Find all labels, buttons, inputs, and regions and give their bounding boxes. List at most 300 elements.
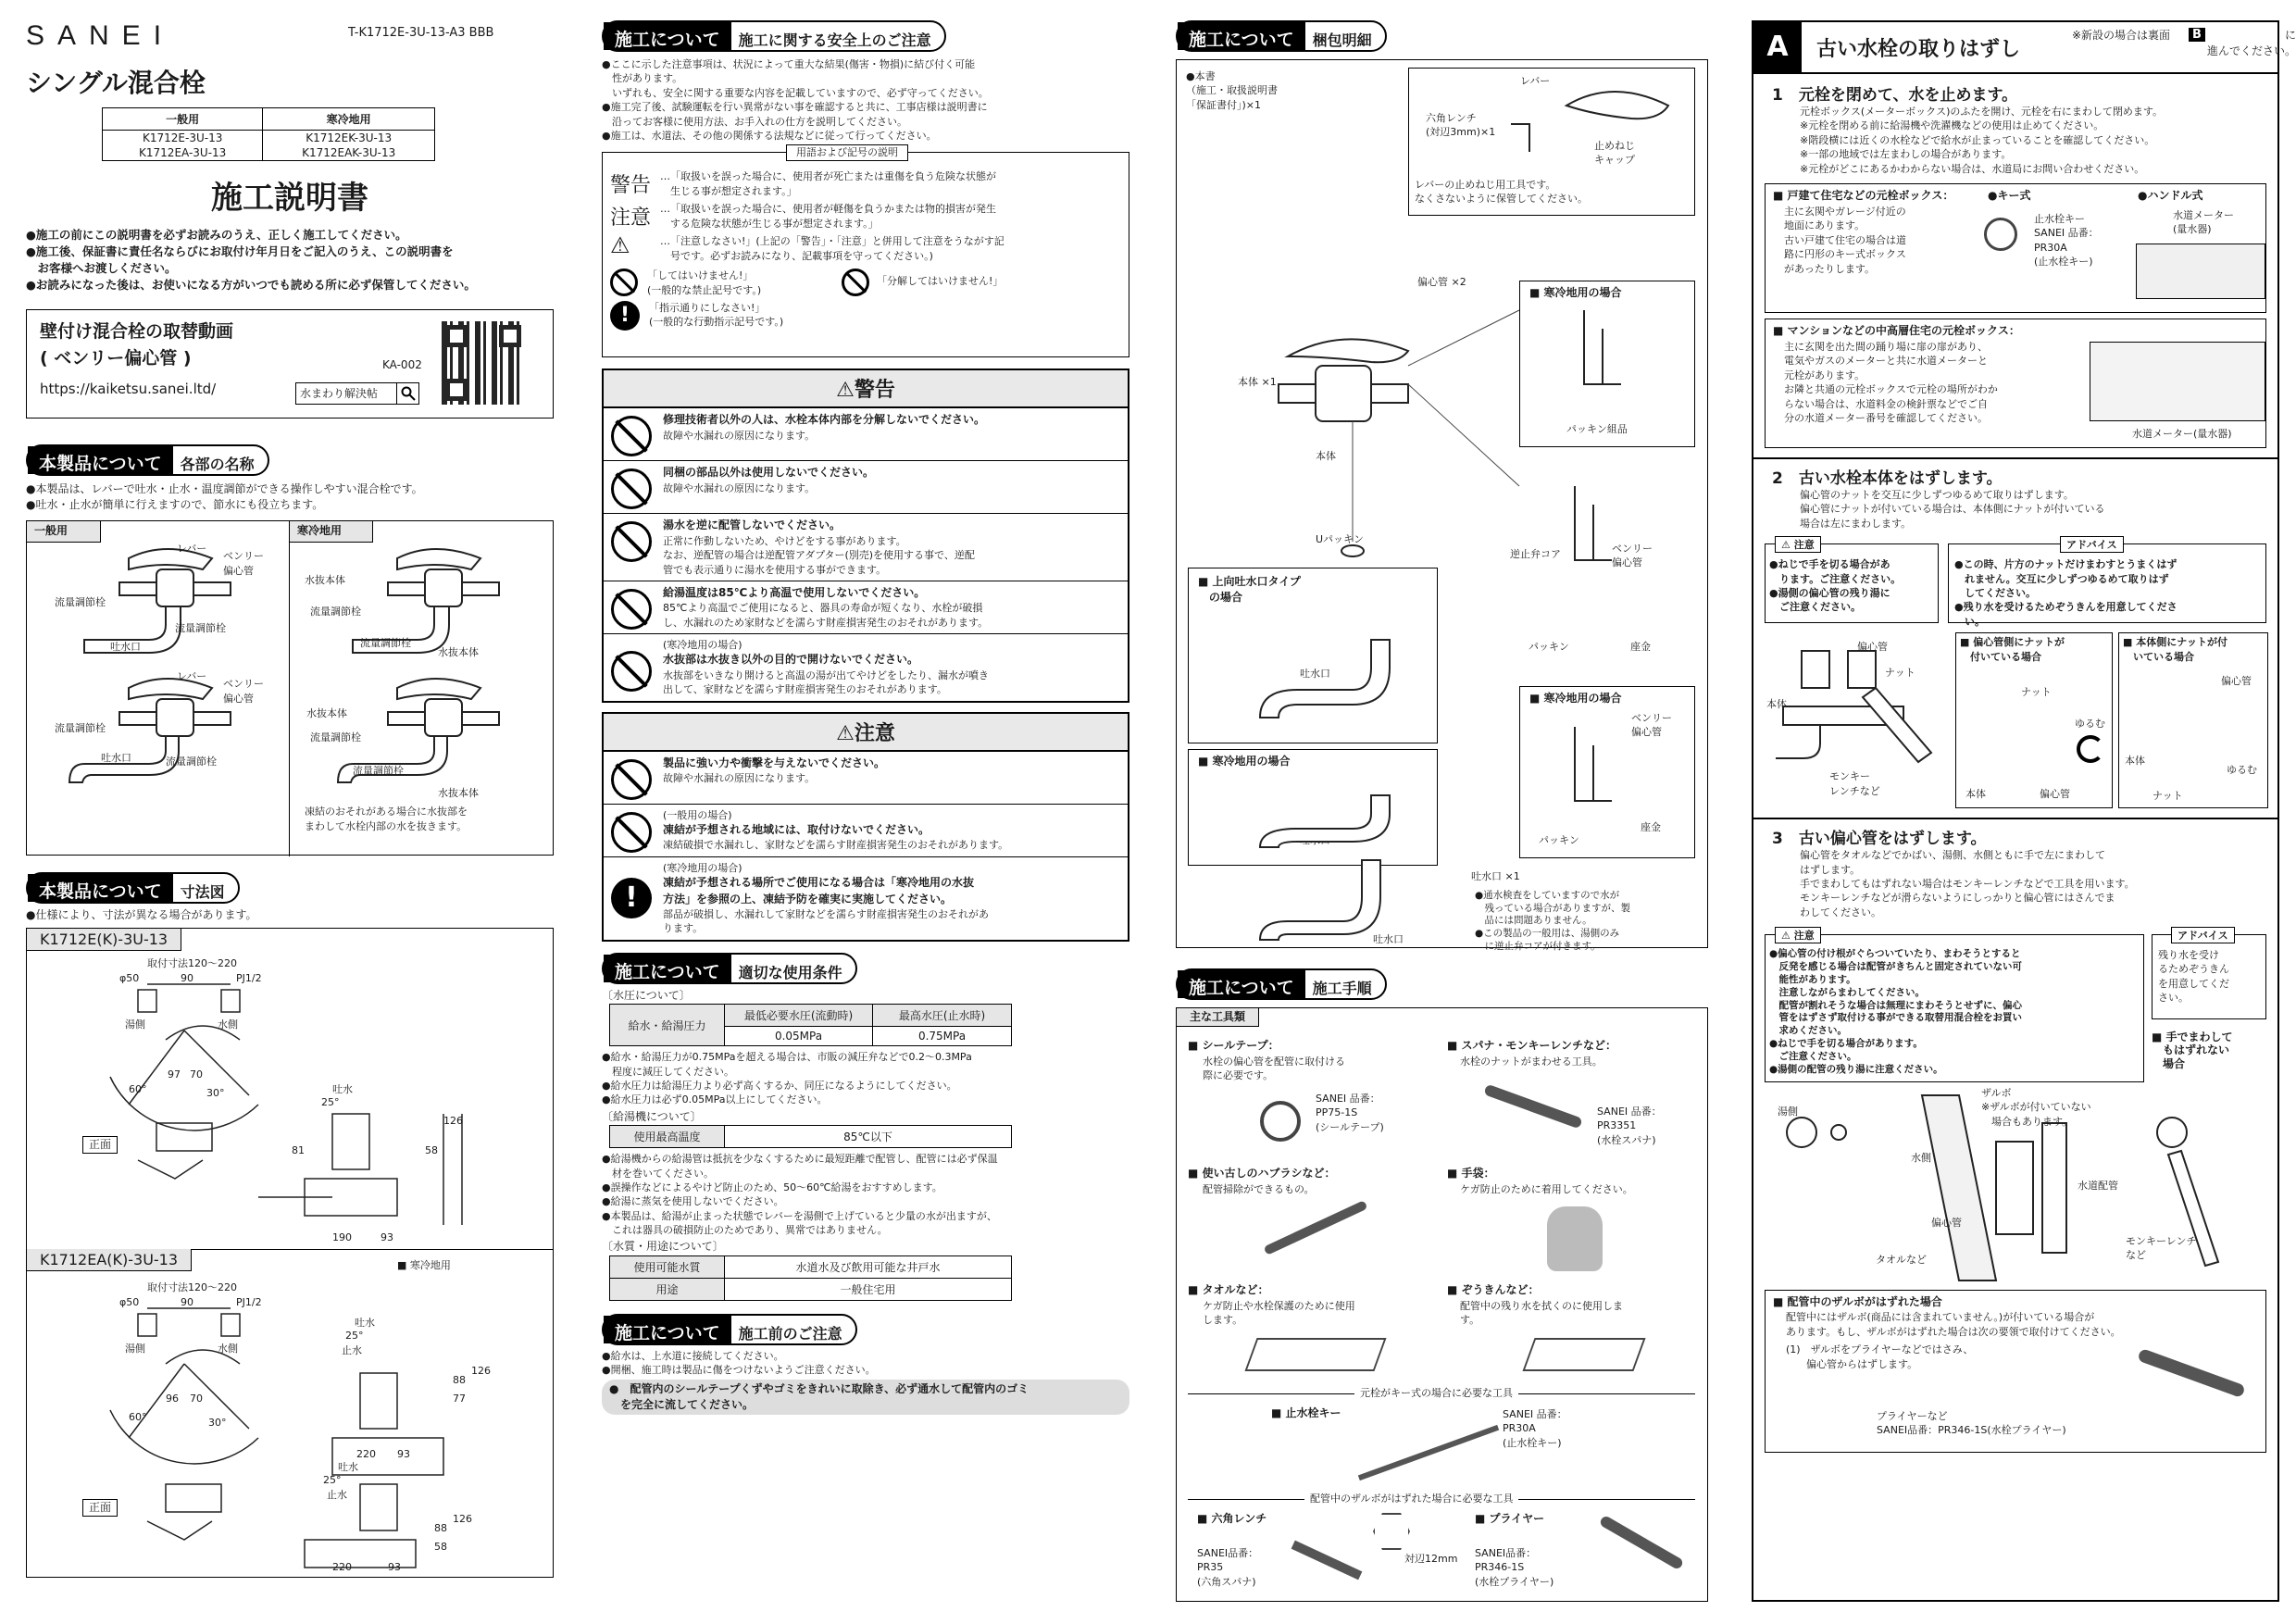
- parts-diagram: [26, 520, 554, 856]
- warning-item: [604, 581, 1128, 634]
- dim-label: 70: [190, 1068, 203, 1081]
- warning-heading: 湯水を逆に配管しないでください。: [663, 518, 842, 532]
- tool-name: ■ ぞうきんなど：: [1447, 1283, 1540, 1296]
- ecc-nut-box: [1955, 632, 2113, 808]
- callout-towel: タオルなど: [1876, 1254, 1927, 1267]
- callout-nut: ナット: [1885, 667, 1915, 680]
- dim-label: 77: [453, 1392, 466, 1405]
- ecc-nut-title: ■ 偏心管側にナットが 付いている場合: [1960, 636, 2065, 663]
- tool-desc: ケガ防止や水栓保護のために使用 します。: [1203, 1300, 1355, 1327]
- callout-eccentric: 偏心管: [1857, 641, 1888, 654]
- section-a-header: [1753, 22, 2296, 74]
- dim-label: 88: [453, 1373, 466, 1386]
- meter-cabinet-icon: [2090, 342, 2265, 421]
- step-2-title: 2 古い水栓本体をはずします。: [1772, 468, 2003, 488]
- callout-spout: 吐水口: [101, 752, 131, 765]
- callout-spout: 吐水口: [110, 641, 141, 654]
- caution-heading: 凍結が予想される場所でご使用になる場合は「寒冷地用の水抜 方法」を参照の上、凍結予防を確実に実施してください。: [663, 876, 975, 906]
- caution-box-2: [1765, 539, 1939, 623]
- subhead: 〔給湯機について〕: [602, 1109, 702, 1123]
- text-line: ●吐水・止水が簡単に行えますので、節水にも役立ちます。: [26, 497, 324, 511]
- section-title: 施工に関する安全上のご注意: [738, 31, 931, 49]
- caution-box-3: [1765, 930, 2144, 1082]
- packing-diagram: [1176, 59, 1708, 952]
- column-4: [1752, 20, 2296, 1602]
- toothbrush-icon: [1264, 1200, 1368, 1255]
- no-disassemble-desc: 「分解してはいけません!」: [877, 275, 1004, 288]
- text-line: ●開梱、施工時は製品に傷をつけないようご注意ください。: [602, 1364, 876, 1377]
- callout-stopscrew: 止めねじ キャップ: [1594, 140, 1635, 167]
- warning-pre: (寒冷地用の場合): [663, 639, 742, 652]
- section-a-note2: に 進んでください。: [2207, 29, 2296, 58]
- dim-label: 126: [443, 1114, 463, 1127]
- pressure-head: 最低必要水圧(流動時): [725, 1005, 873, 1027]
- doc-code: T-K1712E-3U-13-A3 BBB: [348, 26, 494, 40]
- dim-label: 126: [471, 1364, 491, 1377]
- dim-label: 60°: [129, 1082, 147, 1095]
- text-line: ●誤操作などによるやけど防止のため、50～60℃給湯をおすすめします。: [602, 1181, 942, 1193]
- general-label: 一般用: [27, 521, 101, 542]
- dim-label: 90: [181, 1295, 193, 1308]
- callout-drain: 水抜本体: [306, 707, 347, 720]
- callout-flow: 流量調節栓: [310, 606, 361, 618]
- warning-item: [604, 634, 1128, 701]
- dim-label: 81: [292, 1143, 305, 1156]
- search-icon: [396, 383, 418, 404]
- caution-tag-label: 注意: [1793, 930, 1815, 943]
- caution-heading: 凍結が予想される地域には、取付けないでください。: [663, 823, 930, 837]
- triangle-warning-icon: ⚠: [610, 232, 630, 259]
- dim-label: 30°: [208, 1416, 227, 1429]
- cold-label: 寒冷地用: [290, 521, 373, 542]
- meter-label: 水道メーター(量水器): [2132, 427, 2232, 440]
- step-1-title: 1 元栓を閉めて、水を止めます。: [1772, 86, 2018, 105]
- callout-benri: ベンリー 偏心管: [223, 678, 264, 705]
- key-box-icon: [1984, 218, 2017, 251]
- section-title: 適切な使用条件: [738, 963, 842, 981]
- cold-case-label: ■ 寒冷地用の場合: [1198, 755, 1291, 768]
- prohibit-icon: [610, 269, 638, 296]
- callout-flow: 流量調節栓: [55, 596, 106, 609]
- dim-label: 25°: [323, 1473, 342, 1486]
- key-type: ●キー式: [1988, 188, 2031, 202]
- section-a-title: 古い水栓の取りはずし: [1816, 38, 2021, 61]
- dim-label: 220: [356, 1447, 376, 1460]
- pack-notes: ●通水検査をしていますので水が 残っている場合がありますが、製 品には問題ありません。 ●この製品の一般用は、湯側のみ に逆止弁コアが付きます。: [1475, 890, 1630, 952]
- intro-line: ●お読みになった後は、お使いになる方がいつでも読める所に必ず保管してください。: [26, 278, 476, 293]
- triangle-desc: …「注意しなさい!」(上記の「警告」・「注意」と併用して注意をうながす記 号です。必ずお読みになり、記載事項を守ってください。): [660, 235, 1004, 262]
- caution-heading: 製品に強い力や衝撃を与えないでください。: [663, 756, 886, 769]
- dim-label: PJ1/2: [236, 1295, 262, 1308]
- step-3-title: 3 古い偏心管をはずします。: [1772, 830, 1987, 849]
- model-header-general: 一般用: [103, 108, 263, 131]
- callout-monkey: モンキーレンチ など: [2126, 1235, 2197, 1262]
- dim-label: 190: [332, 1230, 352, 1243]
- subhead: 〔水圧について〕: [602, 988, 691, 1002]
- dims-diagram: [26, 928, 554, 1578]
- rotate-arrow-icon: [2077, 735, 2104, 763]
- advice-tag: アドバイス: [2060, 536, 2124, 553]
- heater-table: [609, 1125, 1012, 1148]
- zarubo-desc: 配管中にはザルボ(商品には含まれていません。)が付いている場合が あります。もし、ザルボがはずれた場合は次の要領で取付けてください。: [1786, 1311, 2121, 1338]
- advice-box-2: [1948, 539, 2266, 628]
- dim-label: 88: [434, 1521, 447, 1534]
- tool-name: ■ スパナ・モンキーレンチなど：: [1447, 1039, 1616, 1052]
- manual-title: 施工説明書: [211, 180, 368, 217]
- section-pack-header: [1176, 20, 1387, 52]
- text-line: いずれも、安全に関する重要な内容を記載していますので、必ず守ってください。: [602, 86, 989, 99]
- warning-word: 警告: [610, 174, 652, 198]
- front-label: 正面: [82, 1499, 118, 1517]
- cold-case-label: ■ 寒冷地用の場合: [1529, 692, 1622, 705]
- callout-nut: ナット: [2152, 790, 2183, 803]
- dim-label: 取付寸法120～220: [147, 956, 237, 969]
- callout-eccentric: 偏心管: [1931, 1217, 1962, 1230]
- section-a-note: ※新設の場合は裏面: [2072, 29, 2171, 42]
- no-disassemble-icon: [842, 269, 869, 296]
- dim-label: 58: [434, 1540, 447, 1553]
- callout-packing: パッキン: [1529, 641, 1569, 653]
- pressure-value: 0.05MPa: [725, 1027, 873, 1046]
- warning-item: [604, 514, 1128, 581]
- callout-packing-u: Uパッキン: [1316, 533, 1364, 545]
- section-b-ref: B: [2189, 28, 2205, 42]
- warning-box: [602, 369, 1129, 702]
- callout-drain: 水抜本体: [438, 646, 479, 659]
- dim-label: 58: [425, 1143, 438, 1156]
- prohibit-icon: [611, 468, 652, 509]
- parts-intro: [26, 481, 554, 514]
- dim-label: 25°: [345, 1329, 364, 1342]
- callout-loosen: ゆるむ: [2075, 718, 2105, 731]
- prohibit-icon: [611, 812, 652, 853]
- text-line: これは器具の破損防止のためであり、異常ではありません。: [602, 1224, 888, 1237]
- quality-value: 水道水及び飲用可能な井戸水: [725, 1255, 1012, 1278]
- model-table: [102, 107, 435, 161]
- search-label: 水まわり解決帖: [300, 387, 379, 400]
- mansion-box: [1765, 319, 2266, 448]
- dim-label: 25°: [321, 1095, 340, 1108]
- text-line: 材を巻いてください。: [602, 1167, 714, 1180]
- callout-body: 本体: [1766, 698, 1787, 711]
- text-line: 沿ってお客様に使用方法、お手入れの仕方を説明してください。: [602, 115, 907, 128]
- intro-text: [26, 227, 554, 294]
- mansion-title: ■ マンションなどの中高層住宅の元栓ボックス：: [1773, 323, 2020, 337]
- column-2: [602, 20, 1129, 1609]
- tool-name: ■ タオルなど：: [1188, 1283, 1269, 1296]
- handle-type: ●ハンドル式: [2138, 188, 2203, 202]
- section-dims-header: [26, 872, 240, 904]
- callout-eccentric: 偏心管: [2040, 788, 2070, 801]
- text-line: ●施工は、水道法、その他の関係する法規などに従って行ってください。: [602, 129, 937, 142]
- callout-benri: ベンリー 偏心管: [1631, 712, 1672, 739]
- tool-sku: SANEI 品番： PR3351 (水栓スパナ): [1597, 1106, 1662, 1146]
- text-line: ●給水は、上水道に接続してください。: [602, 1349, 784, 1362]
- dim-label: 止水: [327, 1488, 347, 1501]
- zarubo-tools-box: [1188, 1493, 1695, 1601]
- warning-title: 警告: [854, 379, 895, 403]
- text-line: ●ここに示した注意事項は、状況によって重大な結果(傷害・物損)に結び付く可能: [602, 58, 976, 70]
- model-cell: K1712E-3U-13: [103, 131, 263, 146]
- caution-triangle-icon: ⚠: [836, 721, 855, 745]
- text-line: ●本製品は、レバーで吐水・止水・温度調節ができる操作しやすい混合栓です。: [26, 481, 423, 495]
- section-label: 本製品について: [28, 446, 173, 474]
- dim-label: 90: [181, 971, 193, 984]
- text-line: ●給水・給湯圧力が0.75MPaを超える場合は、市販の減圧弁などで0.2～0.3MPa: [602, 1051, 972, 1064]
- callout-body: 本体: [1965, 788, 1986, 801]
- dim-label: φ50: [119, 1295, 140, 1308]
- section-label: 施工について: [1178, 22, 1305, 50]
- prohibit-icon: [611, 651, 652, 692]
- step-2-desc: 偏心管のナットを交互に少しずつゆるめて取りはずします。 偏心管にナットが付いている場合は、本体側にナットが付いている 場合は左にまわします。: [1800, 488, 2105, 530]
- section-conditions-header: [602, 953, 857, 984]
- dim-label: 湯側: [125, 1018, 145, 1031]
- tool-name: ■ プライヤー: [1475, 1512, 1545, 1525]
- callout-packing-set: パッキン組品: [1566, 423, 1628, 435]
- callout-body: 本体: [2125, 755, 2145, 768]
- tool-name: ■ シールテープ：: [1188, 1039, 1279, 1052]
- legend-title: 用語および記号の説明: [786, 144, 908, 160]
- product-title: シングル混合栓: [26, 68, 206, 98]
- caution-body: 部品が破損し、水漏れして家財などを濡らす財産損害発生のおそれがあ ります。: [663, 907, 989, 935]
- body-nut-title: ■ 本体側にナットが付 いている場合: [2123, 636, 2228, 663]
- lever-note: レバーの止めねじ用工具です。 なくさないように保管してください。: [1415, 179, 1588, 206]
- callout-drain: 水抜本体: [438, 787, 479, 800]
- dim-label: 60°: [129, 1410, 147, 1423]
- callout-drain: 水抜本体: [305, 574, 345, 587]
- callout-cold: 水側: [1911, 1152, 1931, 1165]
- section-title: 梱包明細: [1312, 31, 1372, 49]
- section-before-header: [602, 1314, 857, 1345]
- advice-tag: アドバイス: [2171, 927, 2235, 943]
- brand-logo: SANEI: [26, 20, 175, 51]
- must-do-desc: 「指示通りにしなさい!」 (一般的な行動指示記号です。): [649, 301, 784, 329]
- pack-book: ●本書 （施工・取扱説明書 「保証書付」)×1: [1186, 70, 1278, 111]
- hex-dim: 対辺12mm: [1404, 1553, 1458, 1565]
- meter-label: 水道メーター (量水器): [2173, 208, 2234, 236]
- dim-label: 70: [190, 1392, 203, 1405]
- key-icon: [1358, 1425, 1499, 1480]
- callout-nut: ナット: [2021, 686, 2052, 699]
- intro-line: お客様へお渡しください。: [26, 261, 177, 276]
- video-url[interactable]: https://kaiketsu.sanei.ltd/: [40, 380, 217, 397]
- dim-label: 吐水: [355, 1316, 375, 1329]
- dimension-drawing: [27, 929, 553, 1579]
- text-line: ●本製品は、給湯が止まった状態でレバーを湯側で上げていると少量の水が出ますが、: [602, 1209, 997, 1222]
- tools-box: [1176, 1007, 1708, 1602]
- video-subtitle: ( ベンリー偏心管 ): [40, 347, 192, 369]
- callout-flow: 流量調節栓: [55, 722, 106, 735]
- model-cell: K1712EA-3U-13: [103, 145, 263, 161]
- section-title: 施工前のご注意: [738, 1324, 842, 1343]
- dim-label: φ50: [119, 971, 140, 984]
- hand-note: ■ 手でまわして もはずれない 場合: [2152, 1031, 2233, 1070]
- dim-label: 126: [453, 1512, 472, 1525]
- faucet-body-illustration: [1177, 60, 1709, 949]
- caution-box: [602, 712, 1129, 942]
- caution-desc: …「取扱いを誤った場合に、使用者が軽傷を負うかまたは物的損害が発生 する危険な状態が生じる事が想定されます。」: [660, 203, 996, 230]
- callout-benri: ベンリー 偏心管: [1612, 543, 1653, 569]
- zarubo-box: [1765, 1290, 2266, 1453]
- callout-eccentric: 偏心管 ×2: [1417, 276, 1466, 288]
- before-notes: [602, 1349, 1129, 1378]
- text-line: 程度に減圧してください。: [602, 1065, 734, 1078]
- mansion-desc: 主に玄関を出た間の踊り場に扉の扉があり、 電気やガスのメーターと共に水道メーターと 元栓があります。 お隣と共通の元栓ボックスで元栓の場所がわか らない場合は、水道料金の検針票などでご自 分の水道メーター番号を確認してください。: [1784, 340, 1998, 424]
- key-tools-box: [1188, 1387, 1695, 1490]
- warning-body: 水抜部をいきなり開けると高温の湯が出てやけどをしたり、漏水が噴き 出して、家財などを濡らす財産損害発生のおそれがあります。: [663, 668, 989, 696]
- callout-body: 本体 ×1: [1238, 376, 1277, 388]
- dim-label: 93: [397, 1447, 410, 1460]
- warning-heading: 同梱の部品以外は使用しないでください。: [663, 466, 875, 480]
- prohibit-icon: [611, 589, 652, 630]
- quality-label: 使用可能水質: [610, 1255, 725, 1278]
- dim-label: 湯側: [125, 1342, 145, 1355]
- heater-notes: [602, 1152, 1129, 1237]
- callout-body-label: 本体: [1316, 450, 1336, 462]
- drain-note: 凍結のおそれがある場合に水抜部を まわして水栓内部の水を抜きます。: [305, 806, 468, 832]
- tool-name: ■ 使い古しのハブラシなど：: [1188, 1167, 1336, 1180]
- callout-lever: レバー: [1520, 75, 1551, 87]
- seal-tape-icon: [1260, 1101, 1301, 1142]
- callout-spout-qty: 吐水口 ×1: [1471, 870, 1520, 882]
- rag-icon: [1522, 1338, 1645, 1371]
- dim-label: 止水: [342, 1343, 362, 1356]
- section-label: 施工について: [604, 22, 731, 50]
- column-3: [1176, 20, 1708, 1609]
- legend-box: [602, 146, 1129, 357]
- callout-eccentric: 偏心管: [2221, 675, 2252, 688]
- tool-name: ■ 止水栓キー: [1271, 1406, 1341, 1419]
- callout-spout: 吐水口: [1300, 668, 1330, 680]
- quality-value: 一般住宅用: [725, 1278, 1012, 1300]
- video-title: 壁付け混合栓の取替動画: [40, 320, 234, 342]
- text-line: ●給湯に蒸気を使用しないでください。: [602, 1195, 784, 1208]
- zarubo-title: ■ 配管中のザルボがはずれた場合: [1773, 1295, 1942, 1309]
- caution-body: 故障や水漏れの原因になります。: [663, 772, 816, 785]
- video-box: [26, 309, 554, 418]
- callout-flow: 流量調節栓: [175, 622, 226, 635]
- house-desc: 主に玄関やガレージ付近の 地面にあります。 古い戸建て住宅の場合は道 路に円形のキー式ボックス があったりします。: [1784, 205, 1906, 275]
- tools-title: 主な工具類: [1177, 1008, 1259, 1027]
- caution-item: [604, 857, 1128, 940]
- caution-body: 凍結破損で水漏れし、家財などを濡らす財産損害発生のおそれがあります。: [663, 839, 1009, 852]
- callout-check: 逆止弁コア: [1510, 548, 1561, 560]
- caution-text: ●偏心管の付け根がぐらついていたり、まわそうとすると 反発を感じる場合は配管がきちんと固定されていない可 能性があります。 注意しながらまわしてください。 配管が割れそうな場合は無理にまわそうとせずに、偏心 管をはずさず取付ける事ができる取替用混合栓をお買い 求めください。 ●ねじで手を切る場合があります。 ご注意ください。 ●湯側の配管の残り湯に注意ください。: [1769, 948, 2022, 1075]
- body-nut-box: [2118, 632, 2268, 808]
- tool-desc: ケガ防止のために着用してください。: [1460, 1183, 1633, 1195]
- advice-box-3: [2152, 930, 2266, 1019]
- front-label: 正面: [82, 1136, 118, 1154]
- intro-line: ●施工後、保証書に責任名ならびにお取付け年月日をご記入のうえ、この説明書を: [26, 244, 454, 259]
- stopkey-label: 止水栓キー SANEI 品番： PR30A (止水栓キー): [2034, 212, 2099, 269]
- zarubo-sku: プライヤーなど SANEI品番：PR346-1S(水栓プライヤー): [1877, 1410, 2066, 1437]
- callout-seat: 座金: [1641, 821, 1661, 833]
- model-header-cold: 寒冷地用: [263, 108, 435, 131]
- cold-use-label: ■ 寒冷地用: [397, 1258, 451, 1271]
- text-line: ●給湯機からの給湯管は抵抗を少なくするために最短距離で配管し、配管には必ず保温: [602, 1153, 998, 1166]
- step-1-desc: 元栓ボックス(メーターボックス)のふたを開け、元栓を右にまわして閉めます。 ※元栓を閉める前に給湯機や洗濯機などの使用は止めてください。 ※階段横には近くの水栓などで給水が止まっていることを確認してください。 ※一部の地域では左まわしの場合があります。 ※元栓がどこにあるかわからない場合は、水道局にお問い合わせください。: [1800, 106, 2164, 175]
- callout-flow: 流量調節栓: [310, 731, 361, 744]
- must-do-icon: !: [611, 878, 652, 918]
- model-cell: K1712EAK-3U-13: [263, 145, 435, 161]
- warning-body: 故障や水漏れの原因になります。: [663, 481, 816, 494]
- dim-label: 取付寸法120～220: [147, 1280, 237, 1293]
- video-code: KA-002: [382, 357, 422, 371]
- no-disassemble-icon: [611, 416, 652, 456]
- zarubo-step: (1) ザルボをプライヤーなどではさみ、 偏心管からはずします。: [1786, 1343, 1974, 1370]
- warning-desc: …「取扱いを誤った場合に、使用者が死亡または重傷を負う危険な状態が 生じる事が想定されます。」: [660, 170, 996, 197]
- caution-item: [604, 752, 1128, 805]
- prohibit-icon: [611, 521, 652, 562]
- dim-label: 水側: [218, 1018, 238, 1031]
- heater-label: 使用最高温度: [610, 1126, 725, 1148]
- step-3-illustration: [1765, 1086, 2266, 1286]
- callout-loosen: ゆるむ: [2227, 764, 2257, 777]
- caution-pre: (寒冷地用の場合): [663, 861, 742, 874]
- zarubo-tools-title: 配管中のザルボがはずれた場合に必要な工具: [1304, 1492, 1518, 1505]
- model-label: K1712EA(K)-3U-13: [27, 1249, 192, 1271]
- text-line: ●施工完了後、試験運転を行い異常がない事を確認すると共に、工事店様は説明書に: [602, 101, 988, 114]
- dims-note: ●仕様により、寸法が異なる場合があります。: [26, 908, 257, 922]
- callout-flow: 流量調節栓: [360, 637, 411, 650]
- caution-tag: ⚠ 注意: [1775, 927, 1821, 943]
- advice-text: 残り水を受け るためぞうきん を用意してくだ さい。: [2158, 949, 2229, 1005]
- tool-name: ■ 手袋：: [1447, 1167, 1495, 1180]
- up-type-label: ■ 上向吐水口タイプ の場合: [1198, 575, 1301, 605]
- warning-item: [604, 461, 1128, 514]
- quality-label: 用途: [610, 1278, 725, 1300]
- tool-desc: 水栓のナットがまわせる工具。: [1460, 1056, 1603, 1068]
- house-title: ■ 戸建て住宅などの元栓ボックス：: [1773, 188, 1954, 202]
- caution-pre: (一般用の場合): [663, 808, 732, 821]
- subhead: 〔水質・用途について〕: [602, 1240, 724, 1254]
- step-2-illustration: [1765, 632, 2266, 808]
- model-label: K1712E(K)-3U-13: [27, 929, 181, 951]
- dim-label: 吐水: [332, 1082, 353, 1095]
- heater-value: 85℃以下: [725, 1126, 1012, 1148]
- warning-body: 85℃より高温でご使用になると、器具の寿命が短くなり、水栓が破損 し、水漏れのため家財などを濡らす財産損害発生のおそれがあります。: [663, 602, 989, 629]
- step-3-desc: 偏心管をタオルなどでかばい、湯側、水側ともに手で左にまわして はずします。 手でまわしてもはずれない場合はモンキーレンチなどで工具を用います。 モンキーレンチなどが滑らないようにしっかりと偏心管にはさんでま わしてください。: [1800, 849, 2135, 918]
- glove-icon: [1547, 1206, 1603, 1271]
- tool-sku: SANEI品番： PR346-1S (水栓プライヤー): [1475, 1547, 1554, 1588]
- tool-sku: SANEI 品番： PP75-1S (シールテープ): [1316, 1093, 1384, 1133]
- caution-title: 注意: [854, 721, 895, 745]
- warning-header: [604, 370, 1128, 408]
- dim-label: 220: [332, 1560, 352, 1573]
- dim-label: 97: [168, 1068, 181, 1081]
- spanner-icon: [1483, 1084, 1582, 1130]
- qr-code-icon[interactable]: [442, 321, 525, 405]
- quality-table: [609, 1255, 1012, 1301]
- section-proc-header: [1176, 968, 1387, 1000]
- dim-label: PJ1/2: [236, 971, 262, 984]
- dim-label: 93: [381, 1230, 393, 1243]
- column-1: [26, 20, 554, 1609]
- callout-lever: レバー: [177, 670, 207, 683]
- warning-heading: 水抜部は水抜き以外の目的で開けないでください。: [663, 653, 919, 667]
- caution-text: ●ねじで手を切る場合があ ります。ご注意ください。 ●湯側の偏心管の残り湯に ご注意ください。: [1769, 558, 1902, 614]
- warning-item: [604, 408, 1128, 461]
- callout-monkey: モンキー レンチなど: [1829, 770, 1880, 797]
- section-label: 本製品について: [28, 874, 173, 902]
- dim-label: 30°: [206, 1086, 225, 1099]
- callout-hot: 湯側: [1778, 1106, 1798, 1118]
- search-box[interactable]: [295, 382, 419, 405]
- pressure-table: [609, 1004, 1012, 1046]
- dim-label: 水側: [218, 1342, 238, 1355]
- callout-seat: 座金: [1630, 641, 1651, 653]
- callout-wrench: 六角レンチ (対辺3mm)×1: [1426, 112, 1496, 139]
